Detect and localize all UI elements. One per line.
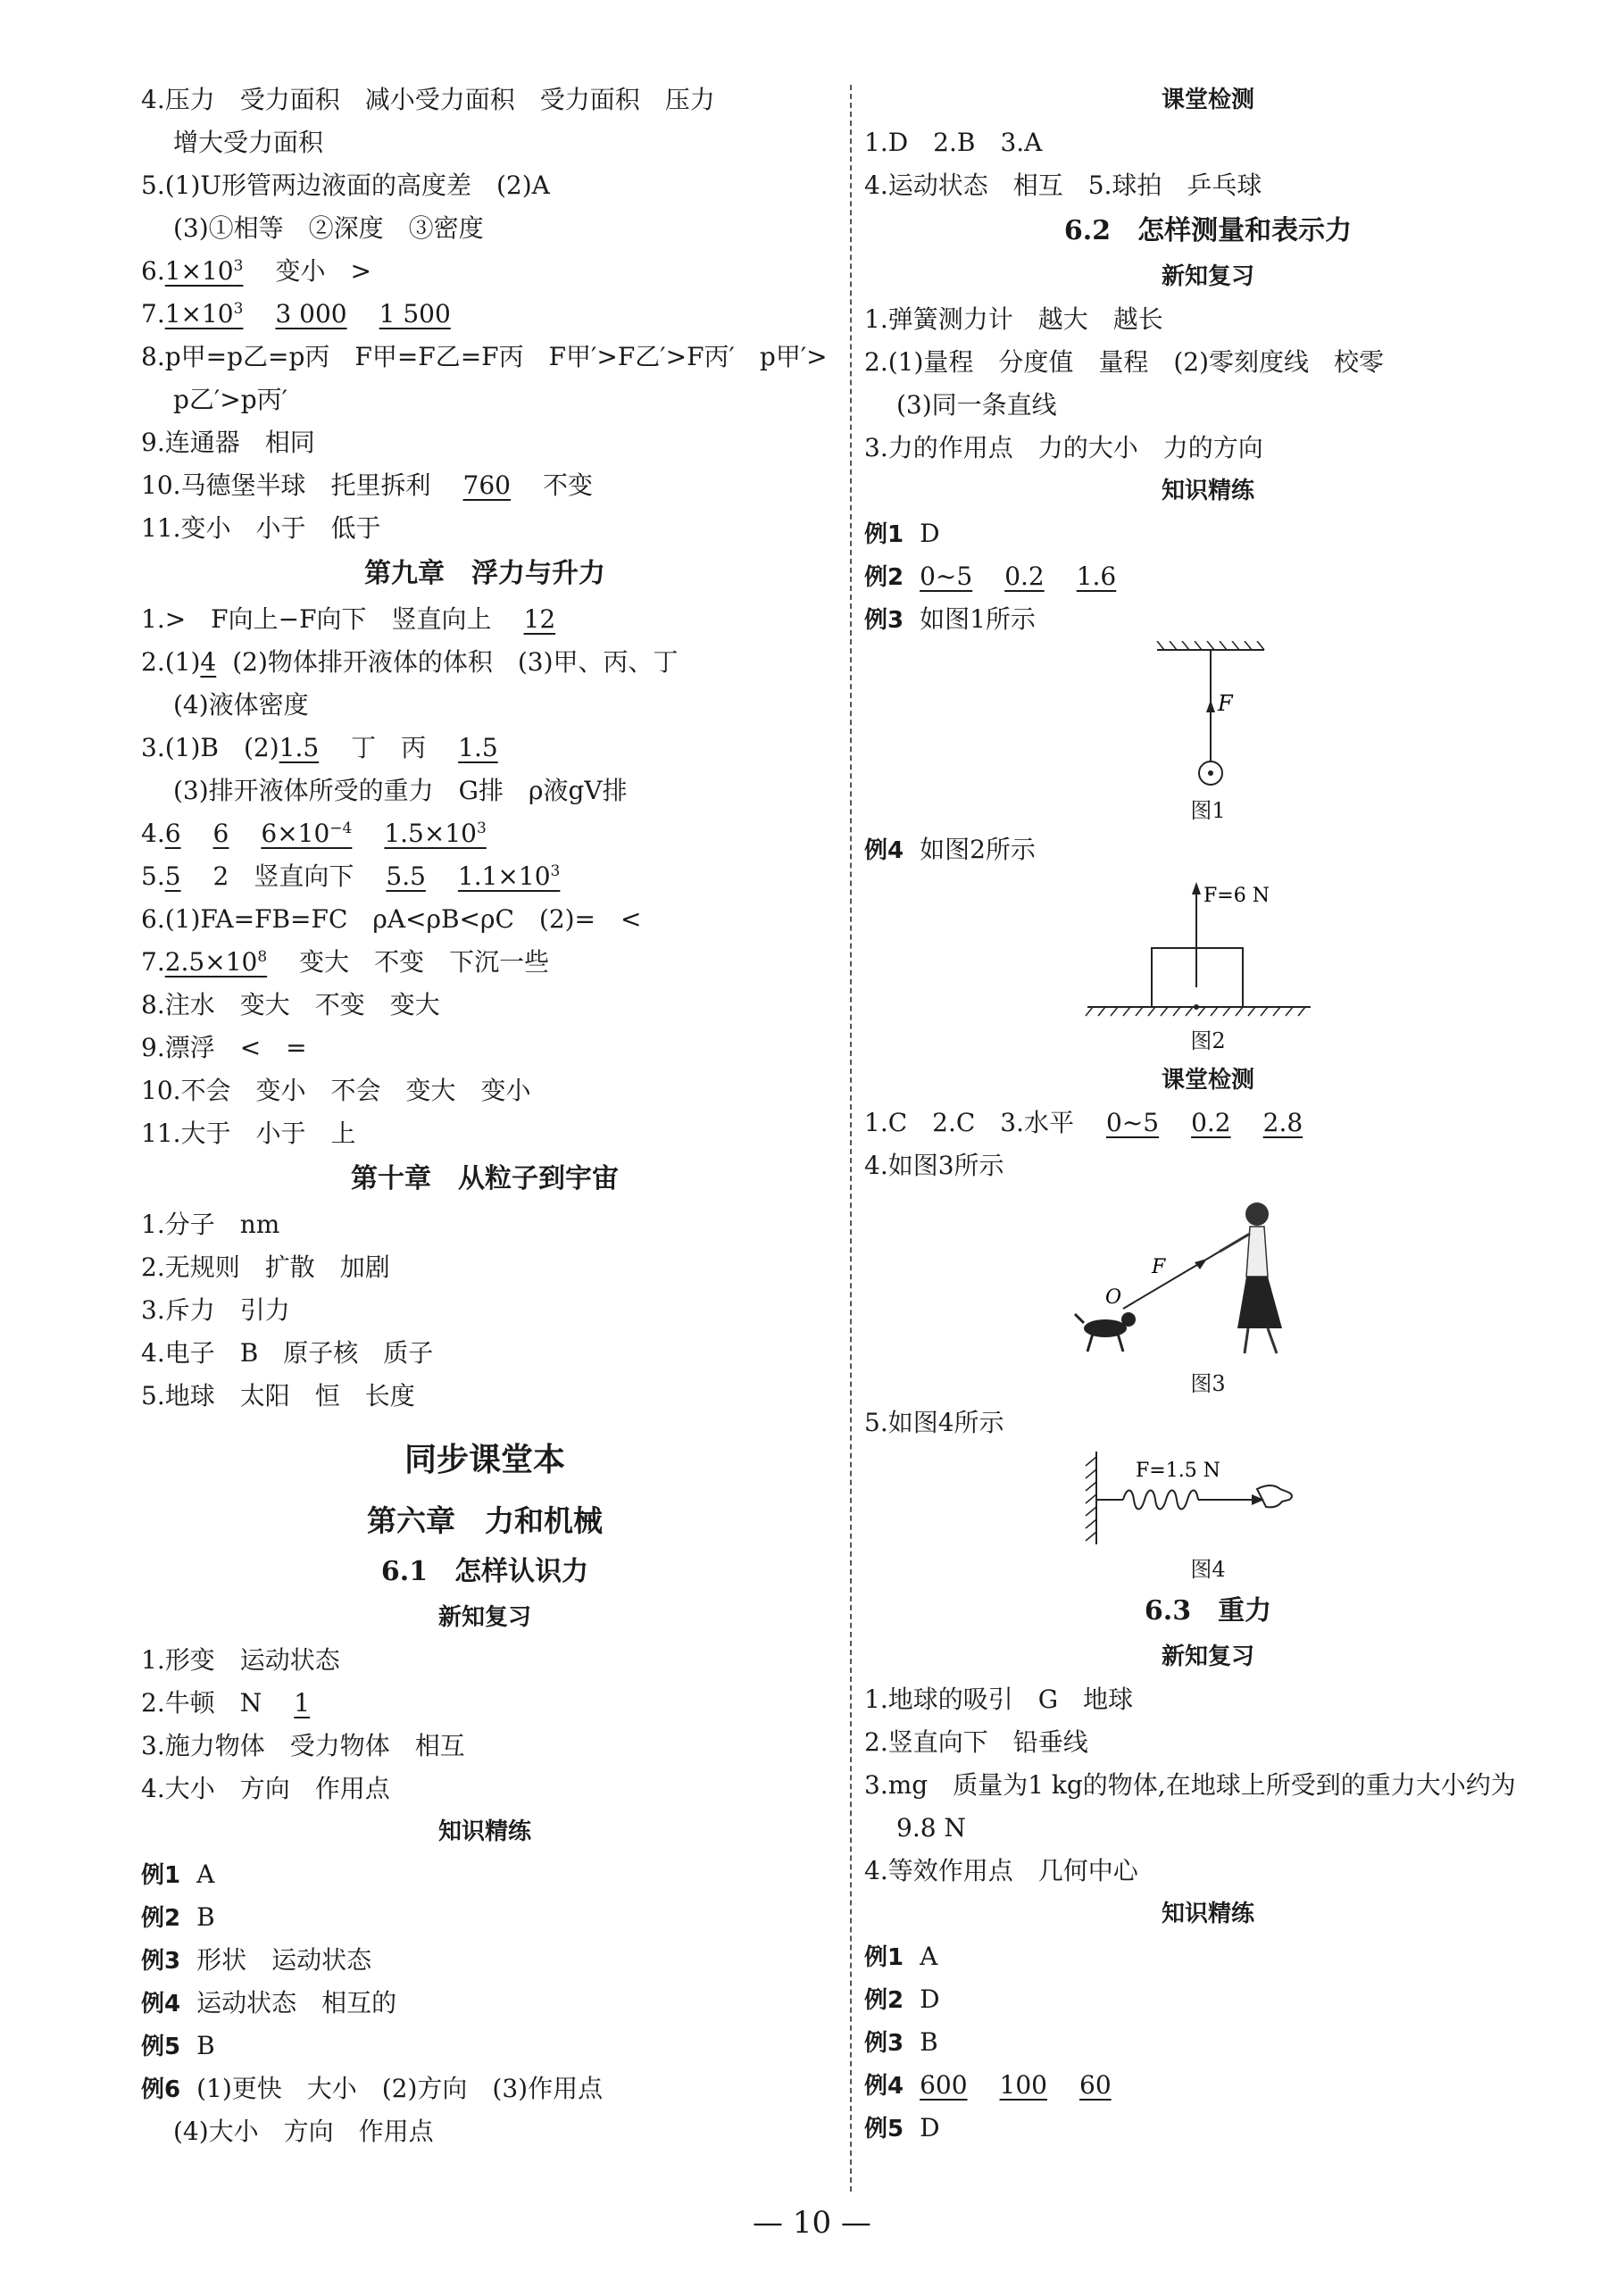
line: 1.> F向上−F向下 竖直向上 12 [141, 604, 556, 634]
chapter-heading: 第六章 力和机械 [367, 1503, 603, 1538]
line: 1.地球的吸引 G 地球 [864, 1685, 1134, 1714]
subsection-heading: 新知复习 [1161, 263, 1254, 290]
line: 4.大小 方向 作用点 [141, 1774, 390, 1803]
figure-3 [864, 1187, 1552, 1366]
left-column [141, 79, 829, 2153]
line: 2.(1)4 (2)物体排开液体的体积 (3)甲、丙、丁 [141, 647, 679, 677]
line: 8.注水 变大 不变 变大 [141, 990, 440, 1019]
line: 3.力的作用点 力的大小 力的方向 [864, 433, 1263, 462]
example-line: 例2 B [141, 1902, 215, 1932]
example-line: 例5 D [864, 2113, 940, 2142]
section-heading: 6.2 怎样测量和表示力 [1063, 215, 1353, 246]
chapter-heading: 第十章 从粒子到宇宙 [351, 1163, 619, 1194]
line: (3)同一条直线 [896, 390, 1057, 420]
line: 4.运动状态 相互 5.球拍 乒乓球 [864, 171, 1262, 200]
subsection-heading: 课堂检测 [1161, 87, 1254, 113]
line: 11.大于 小于 上 [141, 1119, 356, 1148]
subsection-heading: 新知复习 [437, 1604, 531, 1631]
example-line: 例1 D [864, 519, 940, 548]
figure-4 [864, 1444, 1552, 1552]
subsection-heading: 知识精练 [437, 1818, 531, 1845]
force-label: F [1152, 1256, 1166, 1278]
subsection-heading: 课堂检测 [1161, 1067, 1254, 1094]
line: 1.弹簧测力计 越大 越长 [864, 304, 1163, 334]
line: $7.1\times 10^3$ 3 000 1 500 [141, 299, 451, 329]
line: 2.(1)量程 分度值 量程 (2)零刻度线 校零 [864, 347, 1385, 377]
force-label: F=1.5 N [1136, 1460, 1220, 1482]
example-line: 例3 B [864, 2027, 938, 2057]
block-on-ground-diagram [864, 871, 1552, 1023]
example-line: 例1 A [141, 1860, 215, 1889]
line: 9.漂浮 < = [141, 1033, 307, 1062]
line: 3.mg 质量为1 kg的物体,在地球上所受到的重力大小约为 [864, 1770, 1516, 1800]
line: 增大受力面积 [173, 128, 324, 157]
line: 1.D 2.B 3.A [864, 128, 1043, 157]
spring-diagram [864, 1444, 1552, 1552]
figure-1 [864, 641, 1552, 793]
figure-2 [864, 871, 1552, 1023]
hanging-ball-diagram [864, 641, 1552, 793]
line: 2.牛顿 N 1 [141, 1688, 311, 1718]
line: (4)大小 方向 作用点 [173, 2117, 434, 2146]
line: 4.等效作用点 几何中心 [864, 1856, 1138, 1885]
line: 3.斥力 引力 [141, 1295, 290, 1325]
page-number: — 10 — [753, 2205, 871, 2241]
line: $7.2.5\times 10^8$ 变大 不变 下沉一些 [141, 947, 550, 977]
example-line: 例2 D [864, 1984, 940, 2014]
force-label: F [1218, 691, 1233, 716]
figure-caption: 图4 [1190, 1557, 1226, 1582]
line: 11.变小 小于 低于 [141, 513, 381, 543]
line: 4.如图3所示 [864, 1151, 1004, 1180]
example-line: 例2 0~5 0.2 1.6 [864, 562, 1117, 591]
line: 5.5 2 竖直向下 5.5 $1.1\times 10^3$ [141, 861, 561, 891]
example-line: 例4 运动状态 相互的 [141, 1988, 397, 2018]
example-line: 例1 A [864, 1942, 938, 1971]
line: p乙′>p丙′ [173, 385, 288, 414]
point-label: O [1105, 1286, 1122, 1309]
example-line: 例3 形状 运动状态 [141, 1945, 372, 1975]
line: 2.无规则 扩散 加剧 [141, 1252, 390, 1282]
figure-caption: 图1 [1190, 798, 1226, 823]
line: 1.形变 运动状态 [141, 1645, 340, 1675]
section-heading: 6.3 重力 [1144, 1595, 1272, 1627]
line: 6.(1)FA=FB=FC ρA<ρB<ρC (2)= < [141, 904, 642, 934]
line: 1.C 2.C 3.水平 0~5 0.2 2.8 [864, 1108, 1303, 1137]
line: 9.8 N [896, 1813, 966, 1843]
line: (3)①相等 ②深度 ③密度 [173, 213, 484, 243]
line: 4.压力 受力面积 减小受力面积 受力面积 压力 [141, 85, 715, 114]
chapter-heading: 第九章 浮力与升力 [364, 558, 605, 589]
line: 5.(1)U形管两边液面的高度差 (2)A [141, 171, 550, 200]
example-line: 例3 如图1所示 [864, 604, 1036, 634]
line: 5.地球 太阳 恒 长度 [141, 1381, 415, 1410]
figure-caption: 图2 [1190, 1028, 1226, 1053]
line: 2.竖直向下 铅垂线 [864, 1727, 1088, 1757]
line: 3.施力物体 受力物体 相互 [141, 1731, 465, 1760]
line: 10.马德堡半球 托里拆利 760 不变 [141, 470, 593, 500]
line: 10.不会 变小 不会 变大 变小 [141, 1076, 531, 1105]
line: (3)排开液体所受的重力 G排 ρ液gV排 [173, 776, 628, 805]
woman-walking-dog-diagram [864, 1187, 1552, 1366]
section-heading: 6.1 怎样认识力 [380, 1556, 589, 1587]
line: 4.6 6 $6\times 10^{-4}$ $1.5\times 10^3$ [141, 819, 487, 848]
example-line: 例5 B [141, 2031, 215, 2060]
column-divider [850, 85, 852, 2192]
line: 5.如图4所示 [864, 1408, 1004, 1437]
subsection-heading: 知识精练 [1161, 478, 1254, 504]
line: 1.分子 nm [141, 1210, 280, 1239]
line: 4.电子 B 原子核 质子 [141, 1338, 434, 1368]
figure-caption: 图3 [1190, 1371, 1226, 1396]
line: 3.(1)B (2)1.5 丁 丙 1.5 [141, 733, 498, 762]
right-column [864, 79, 1552, 2150]
subsection-heading: 新知复习 [1161, 1643, 1254, 1670]
line: (4)液体密度 [173, 690, 309, 720]
line: 9.连通器 相同 [141, 428, 315, 457]
book-title: 同步课堂本 [404, 1442, 565, 1478]
line: 8.p甲=p乙=p丙 F甲=F乙=F丙 F甲′>F乙′>F丙′ p甲′> [141, 342, 828, 371]
example-line: 例4 600 100 60 [864, 2070, 1112, 2100]
example-line: 例6 (1)更快 大小 (2)方向 (3)作用点 [141, 2074, 604, 2103]
force-label: F=6 N [1203, 885, 1270, 907]
line: $6.1\times 10^3$ 变小 > [141, 256, 371, 286]
example-line: 例4 如图2所示 [864, 835, 1036, 864]
subsection-heading: 知识精练 [1161, 1901, 1254, 1927]
